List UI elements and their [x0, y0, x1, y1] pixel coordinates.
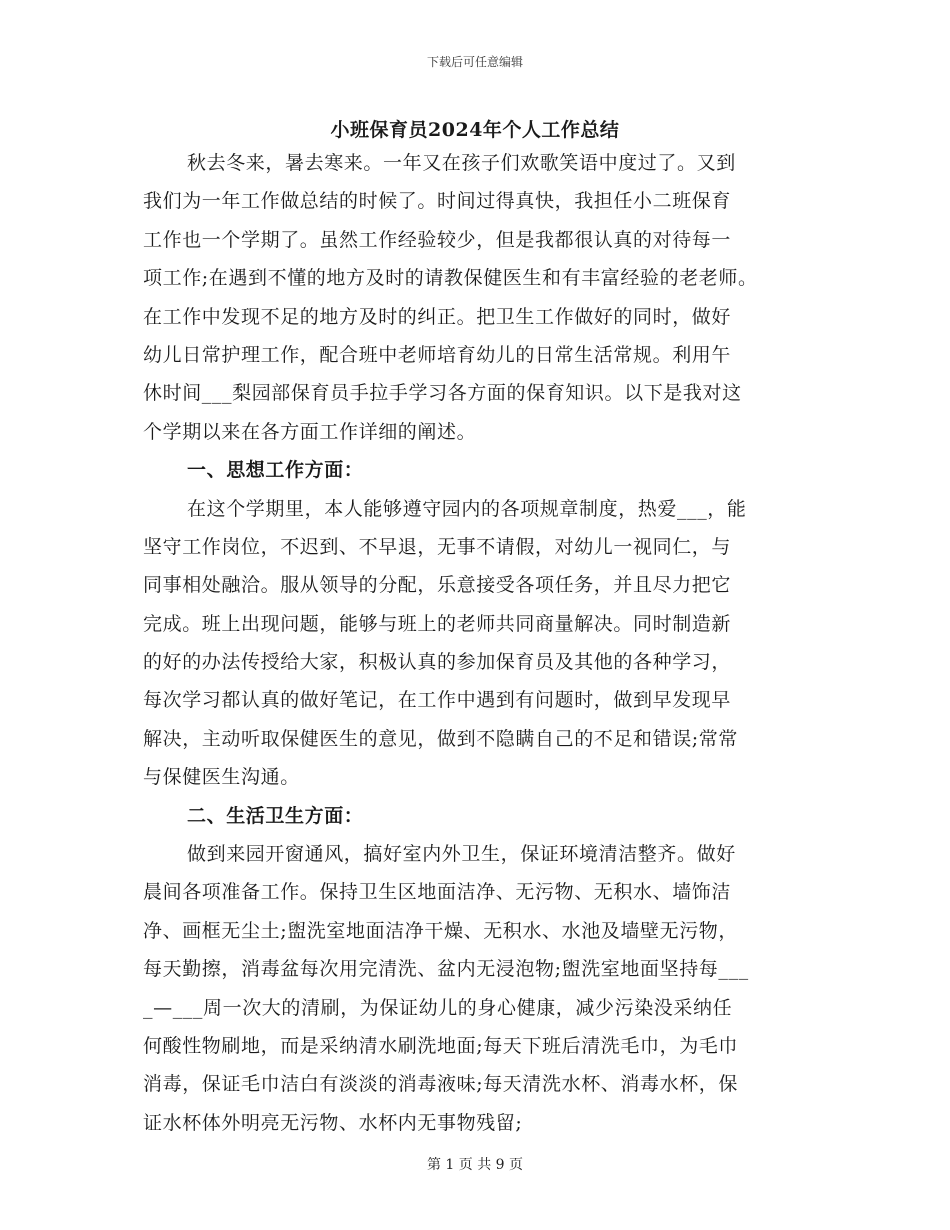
body-line: 个学期以来在各方面工作详细的阐述。: [143, 420, 477, 443]
body-line: 做到来园开窗通风，搞好室内外卫生，保证环境清洁整齐。做好: [187, 843, 736, 866]
body-line: 在这个学期里，本人能够遵守园内的各项规章制度，热爱___，能: [187, 497, 747, 520]
document-title: 小班保育员2024年个人工作总结: [330, 119, 620, 141]
body-line: 与保健医生沟通。: [143, 766, 300, 789]
body-line: 坚守工作岗位，不迟到、不早退，无事不请假，对幼儿一视同仁，与: [143, 535, 732, 558]
body-line: 每次学习都认真的做好笔记，在工作中遇到有问题时，做到早发现早: [143, 689, 732, 712]
body-line: 何酸性物刷地，而是采纳清水刷洗地面;每天下班后清洗毛巾，为毛巾: [143, 1034, 739, 1057]
body-line: 证水杯体外明亮无污物、水杯内无事物残留;: [143, 1111, 523, 1134]
body-line: 净、画框无尘土;盥洗室地面洁净干燥、无积水、水池及墙壁无污物，: [143, 919, 739, 942]
body-line: 秋去冬来，暑去寒来。一年又在孩子们欢歌笑语中度过了。又到: [187, 152, 736, 174]
body-line: 消毒，保证毛巾洁白有淡淡的消毒液味;每天清洗水杯、消毒水杯，保: [143, 1073, 739, 1096]
body-line: 在工作中发现不足的地方及时的纠正。把卫生工作做好的同时，做好: [143, 305, 732, 328]
body-line: 幼儿日常护理工作，配合班中老师培育幼儿的日常生活常规。利用午: [143, 343, 732, 366]
page-header-note: 下载后可任意编辑: [426, 55, 523, 69]
section-heading-hygiene: 二、生活卫生方面：: [187, 804, 364, 827]
body-line: 完成。班上出现问题，能够与班上的老师共同商量解决。同时制造新: [143, 612, 732, 635]
body-line: 同事相处融洽。服从领导的分配，乐意接受各项任务，并且尽力把它: [143, 574, 732, 597]
body-line: _—___周一次大的清刷，为保证幼儿的身心健康，减少污染没采纳任: [143, 996, 733, 1019]
section-heading-thought: 一、思想工作方面：: [187, 459, 364, 482]
body-line: 休时间___梨园部保育员手拉手学习各方面的保育知识。以下是我对这: [143, 382, 742, 405]
body-line: 每天勤擦，消毒盆每次用完清洗、盆内无浸泡物;盥洗室地面坚持每___: [143, 958, 749, 981]
page-number-footer: 第 1 页 共 9 页: [426, 1157, 524, 1173]
body-line: 项工作;在遇到不懂的地方及时的请教保健医生和有丰富经验的老老师。: [143, 267, 758, 290]
body-line: 解决，主动听取保健医生的意见，做到不隐瞒自己的不足和错误;常常: [143, 727, 739, 750]
body-line: 的好的办法传授给大家，积极认真的参加保育员及其他的各种学习，: [143, 651, 732, 674]
body-line: 工作也一个学期了。虽然工作经验较少，但是我都很认真的对待每一: [143, 228, 732, 251]
body-line: 我们为一年工作做总结的时候了。时间过得真快，我担任小二班保育: [143, 190, 732, 213]
body-line: 晨间各项准备工作。保持卫生区地面洁净、无污物、无积水、墙饰洁: [143, 881, 732, 904]
document-body: [143, 144, 823, 1142]
